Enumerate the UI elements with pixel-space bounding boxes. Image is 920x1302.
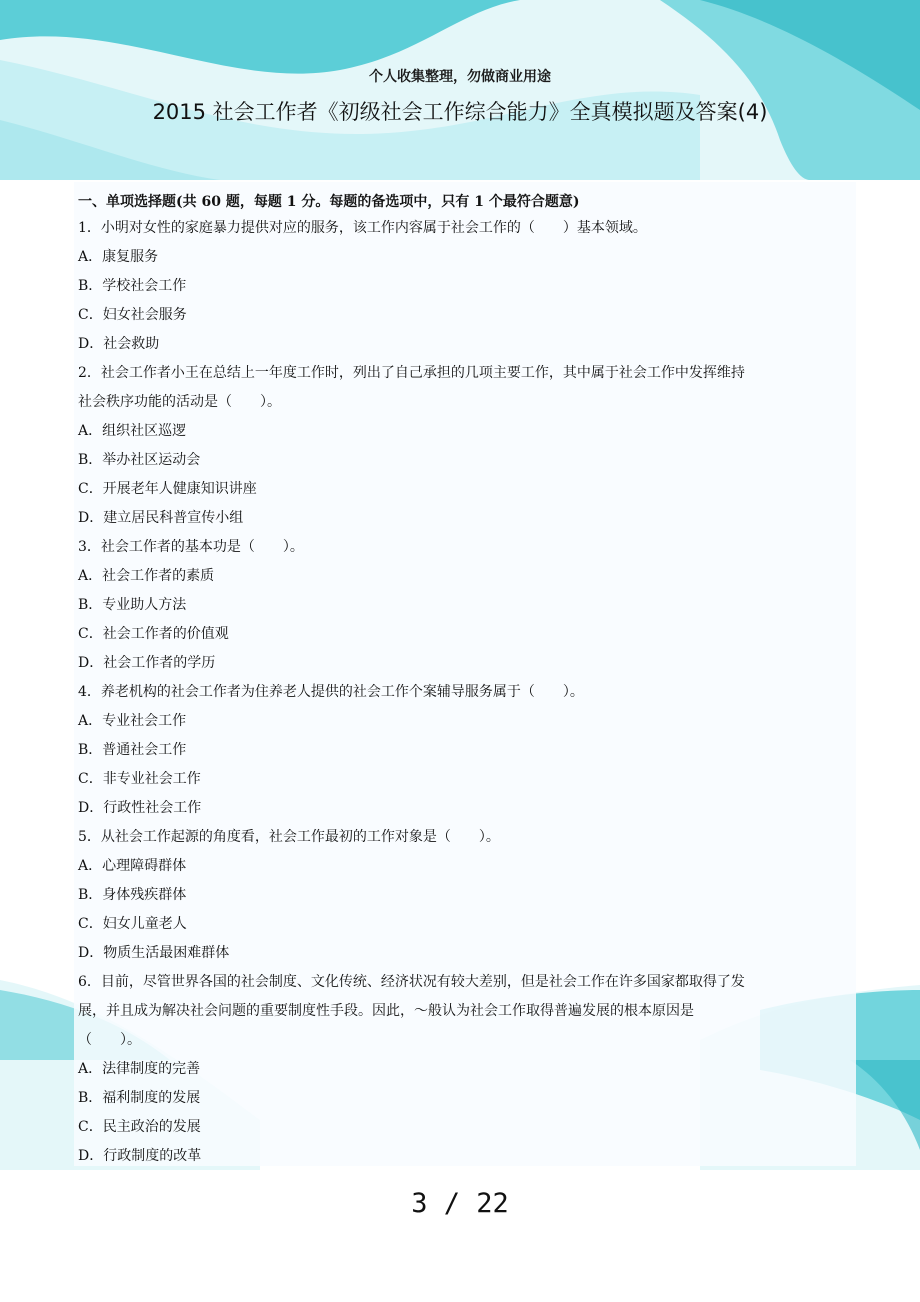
question-2-option-a: A．组织社区巡逻 xyxy=(78,423,187,439)
question-1-stem: 1．小明对女性的家庭暴力提供对应的服务，该工作内容属于社会工作的（ ）基本领域。 xyxy=(78,220,647,236)
question-1-option-d: D．社会救助 xyxy=(78,336,160,352)
question-4-option-b: B．普通社会工作 xyxy=(78,742,187,758)
question-6-option-d: D．行政制度的改革 xyxy=(78,1148,202,1164)
question-6-option-a: A．法律制度的完善 xyxy=(78,1061,201,1077)
question-4-stem: 4．养老机构的社会工作者为住养老人提供的社会工作个案辅导服务属于（ ）。 xyxy=(78,684,584,700)
question-1-option-c: C．妇女社会服务 xyxy=(78,307,187,323)
question-3-option-b: B．专业助人方法 xyxy=(78,597,187,613)
question-3-option-c: C．社会工作者的价值观 xyxy=(78,626,229,642)
question-4-option-c: C．非专业社会工作 xyxy=(78,771,201,787)
question-4-option-a: A．专业社会工作 xyxy=(78,713,187,729)
question-6-option-c: C．民主政治的发展 xyxy=(78,1119,201,1135)
question-3-stem: 3．社会工作者的基本功是（ ）。 xyxy=(78,539,304,555)
question-6-stem-line-3: （ ）。 xyxy=(78,1032,141,1048)
question-2-stem-line-1: 2．社会工作者小王在总结上一年度工作时，列出了自己承担的几项主要工作，其中属于社会工作中发挥维持 xyxy=(78,365,745,381)
question-5-option-d: D．物质生活最困难群体 xyxy=(78,945,230,961)
document-title: 2015 社会工作者《初级社会工作综合能力》全真模拟题及答案(4) xyxy=(152,100,768,124)
question-2-stem-line-2: 社会秩序功能的活动是（ ）。 xyxy=(78,394,281,410)
question-5-option-b: B．身体残疾群体 xyxy=(78,887,187,903)
page-number: 3 / 22 xyxy=(411,1188,509,1219)
question-3-option-a: A．社会工作者的素质 xyxy=(78,568,215,584)
question-5-stem: 5．从社会工作起源的角度看，社会工作最初的工作对象是（ ）。 xyxy=(78,829,500,845)
question-5-option-c: C．妇女儿童老人 xyxy=(78,916,187,932)
question-6-option-b: B．福利制度的发展 xyxy=(78,1090,201,1106)
question-1-option-b: B．学校社会工作 xyxy=(78,278,187,294)
question-6-stem-line-2: 展，并且成为解决社会问题的重要制度性手段。因此，～般认为社会工作取得普遍发展的根本原因是 xyxy=(78,1003,694,1019)
question-2-option-d: D．建立居民科普宣传小组 xyxy=(78,510,244,526)
question-1-option-a: A．康复服务 xyxy=(78,249,159,265)
question-3-option-d: D．社会工作者的学历 xyxy=(78,655,216,671)
question-6-stem-line-1: 6．目前，尽管世界各国的社会制度、文化传统、经济状况有较大差别，但是社会工作在许多国家都取得了发 xyxy=(78,974,745,990)
question-2-option-c: C．开展老年人健康知识讲座 xyxy=(78,481,257,497)
question-panel xyxy=(74,182,856,1166)
question-4-option-d: D．行政性社会工作 xyxy=(78,800,202,816)
header-note: 个人收集整理，勿做商业用途 xyxy=(369,69,551,85)
question-2-option-b: B．举办社区运动会 xyxy=(78,452,201,468)
section-heading: 一、单项选择题(共 60 题，每题 1 分。每题的备选项中，只有 1 个最符合题意) xyxy=(78,194,580,210)
question-5-option-a: A．心理障碍群体 xyxy=(78,858,187,874)
